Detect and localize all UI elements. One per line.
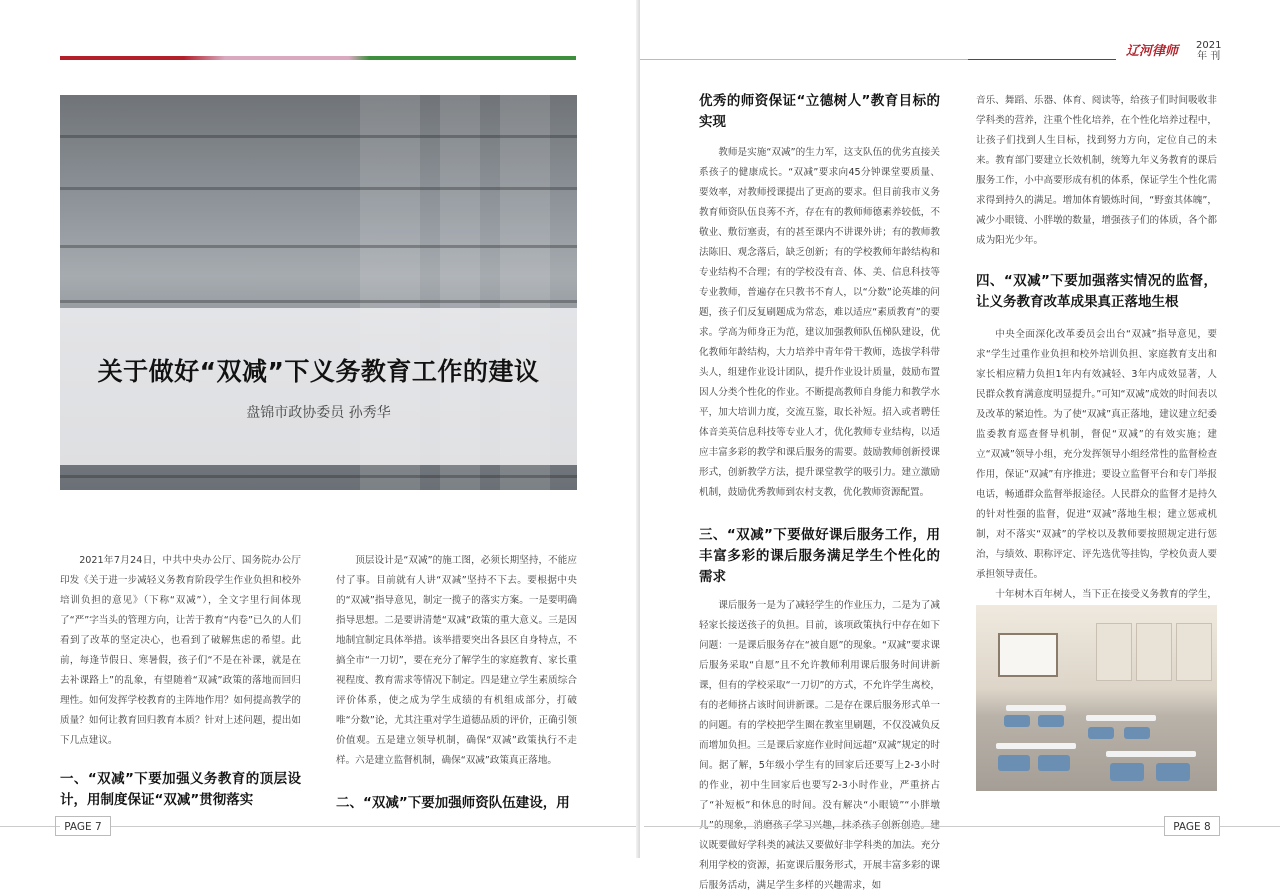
desk bbox=[996, 743, 1076, 749]
projection-screen bbox=[998, 633, 1058, 677]
building-beam bbox=[60, 187, 577, 190]
issue-year: 2021 bbox=[1196, 40, 1222, 51]
article-title: 关于做好“双减”下义务教育工作的建议 bbox=[97, 357, 540, 386]
building-beam bbox=[60, 300, 577, 303]
classroom-photo bbox=[976, 605, 1217, 791]
magazine-logo: 辽河律师 bbox=[1116, 42, 1188, 62]
section-1-paragraph: 顶层设计是“双减”的施工图，必须长期坚持，不能应付了事。目前就有人讲“双减”坚持不下去。要根据中央的“双减”指导意见，制定一揽子的落实方案。一是要明确指导思想。二是要讲清楚“双减”政策的重大意义。三是因地制宜制定具体举措。该举措要突出各县区自身特点，不搞全市“一刀切”，要在充分了解学生的家庭教育、家长重视程度、教育需求等情况下制定。四是建立学生素质综合评价体系，使之成为学生成绩的有机组成部分，打破唯“分数”论，尤其注重对学生道德品质的评价，正确引领价值观。五是建立领导机制，确保“双减”政策执行不走样。六是建立监督机制，确保“双减”政策真正落地。 bbox=[336, 555, 577, 766]
article-author: 盘锦市政协委员 孙秀华 bbox=[246, 405, 391, 421]
section-heading-2: 二、“双减”下要加强师资队伍建设，用 bbox=[336, 795, 570, 811]
chair bbox=[1156, 763, 1190, 781]
header-rule bbox=[640, 59, 968, 60]
footer-rule bbox=[1220, 826, 1280, 827]
chair bbox=[1124, 727, 1150, 739]
chair bbox=[1004, 715, 1030, 727]
section-heading-3: 三、“双减”下要做好课后服务工作，用丰富多彩的课后服务满足学生个性化的需求 bbox=[699, 527, 940, 585]
closing-paragraph: 十年树木百年树人，当下正在接受义务教育的学生， bbox=[995, 589, 1217, 600]
left-column-2 bbox=[336, 551, 577, 814]
top-color-rule bbox=[60, 56, 576, 60]
window bbox=[1096, 623, 1132, 681]
section-heading-2-cont: 优秀的师资保证“立德树人”教育目标的实现 bbox=[699, 93, 940, 130]
chair bbox=[998, 755, 1030, 771]
footer-rule bbox=[0, 826, 60, 827]
chair bbox=[1088, 727, 1114, 739]
building-beam bbox=[60, 135, 577, 138]
right-column-2 bbox=[976, 91, 1217, 665]
right-column-1 bbox=[699, 91, 940, 896]
page-number: PAGE 8 bbox=[1164, 816, 1220, 836]
section-heading-4: 四、“双减”下要加强落实情况的监督，让义务教育改革成果真正落地生根 bbox=[976, 273, 1217, 310]
chair bbox=[1038, 715, 1064, 727]
intro-paragraph: 2021年7月24日，中共中央办公厅、国务院办公厅印发《关于进一步减轻义务教育阶段学生作业负担和校外培训负担的意见》（下称“双减”），全文字里行间体现了“严”字当头的管理方向，让苦于教育“内卷”已久的人们看到了改革的坚定决心，也看到了破解焦虑的希望。此前，每逢节假日、寒暑假，孩子们“不是在补课，就是在去补课路上”的乱象，有望随着“双减”政策的落地而回归理性。如何发挥学校教育的主阵地作用？如何提高教学的质量？如何让教育回归教育本质？针对上述问题，提出如下几点建议。 bbox=[60, 555, 301, 746]
building-beam bbox=[60, 475, 577, 478]
left-page bbox=[0, 0, 640, 858]
window bbox=[1176, 623, 1212, 681]
window bbox=[1136, 623, 1172, 681]
page-number: PAGE 7 bbox=[55, 816, 111, 836]
issue-label bbox=[1196, 40, 1221, 62]
desk bbox=[1106, 751, 1196, 757]
section-2-paragraph: 教师是实施“双减”的生力军，这支队伍的优劣直接关系孩子的健康成长。“双减”要求向45分钟课堂要质量、要效率，对教师授课提出了更高的要求。但目前我市义务教育师资队伍良莠不齐，存在有的教师师德素养较低，不敬业、敷衍塞责，有的甚至课内不讲课外讲；有的教师教法陈旧、观念落后，缺乏创新；有的学校教师年龄结构和专业结构不合理；有的学校没有音、体、美、信息科技等专业教师，普遍存在只教书不育人，以“分数”论英雄的问题，孩子们反复刷题成为常态，难以适应“素质教育”的要求。学高为师身正为范，建议加强教师队伍梯队建设，优化教师年龄结构，大力培养中青年骨干教师，选拔学科带头人，组建作业设计团队，提升作业设计质量，鼓励布置因人分类个性化的作业。不断提高教师自身能力和教学水平，加大培训力度，交流互鉴，取长补短。招入或者聘任体音美英信息科技等专业人才，优化教师专业结构，以适应丰富多彩的教学和课后服务的需要。鼓励教师创新授课形式，创新教学方法，提升课堂教学的吸引力。建立激励机制，鼓励优秀教师到农村支教，优化教师资源配置。 bbox=[699, 147, 940, 498]
desk bbox=[1006, 705, 1066, 711]
section-3-paragraph-cont: 音乐、舞蹈、乐器、体育、阅读等，给孩子们时间吸收非学科类的营养，注重个性化培养，在个性化培养过程中，让孩子们找到人生目标，找到努力方向，定位自己的未来。教育部门要建立长效机制，统筹九年义务教育的课后服务工作，小中高要形成有机的体系，保证学生个性化需求得到持久的满足。增加体育锻炼时间，“野蛮其体魄”，减少小眼镜、小胖墩的数量，增强孩子们的体质，各个都成为阳光少年。 bbox=[976, 95, 1217, 246]
hero-image bbox=[60, 95, 577, 490]
chair bbox=[1110, 763, 1144, 781]
left-column-1 bbox=[60, 551, 301, 811]
section-3-paragraph: 课后服务一是为了减轻学生的作业压力，二是为了减轻家长接送孩子的负担。目前，该项政策执行中存在如下问题：一是课后服务存在“被自愿”的现象。“双减”要求课后服务采取“自愿”且不允许教师利用课后服务时间讲新课，但有的学校采取“一刀切”的方式，不允许学生离校，有的老师挤占该时间讲新课。二是存在课后服务形式单一的问题。有的学校把学生圈在教室里刷题，不仅没减负反而增加负担。三是课后家庭作业时间远超“双减”规定的时间。据了解，5年级小学生有的回家后还要写上2-3小时的作业，初中生回家后也要写2-3小时作业，严重挤占了“补短板”和休息的时间。没有解决“小眼镜”“小胖墩 议既要做好学科类的减法又要做好非学科类的加法。充分利用学校的资源，拓宽课后服务形式，开展丰富多彩的课后服务活动，满足学生多样的兴趣需求，如 bbox=[699, 600, 940, 891]
issue-type: 年 刊 bbox=[1197, 51, 1221, 62]
chair bbox=[1038, 755, 1070, 771]
desk bbox=[1086, 715, 1156, 721]
section-heading-1: 一、“双减”下要加强义务教育的顶层设计，用制度保证“双减”贯彻落实 bbox=[60, 771, 301, 808]
section-4-paragraph: 中央全面深化改革委员会出台“双减”指导意见，要求“学生过重作业负担和校外培训负担、家庭教育支出和家长相应精力负担1年内有效减轻、3年内成效显著，人民群众教育满意度明显提升。”可知“双减”成效的时间表以及改革的紧迫性。为了使“双减”真正落地，建议建立纪委监委教育巡查督导机制，督促“双减”的有效实施；建立“双减”领导小组，充分发挥领导小组经常性的监督检查作用，保证“双减”有序推进；要设立监督平台和专门举报电话，畅通群众监督举报途径。人民群众的监督才是持久的针对性强的监督，促进“双减”落地生根；建立惩戒机制，对不落实“双减”的学校以及教师要按照规定进行惩治，与绩效、职称评定、评先选优等挂钩，学校负责人要承担领导责任。 bbox=[976, 329, 1217, 580]
footer-rule bbox=[111, 826, 636, 827]
footer-rule bbox=[644, 826, 1164, 827]
right-page bbox=[640, 0, 1280, 891]
building-beam bbox=[60, 245, 577, 248]
